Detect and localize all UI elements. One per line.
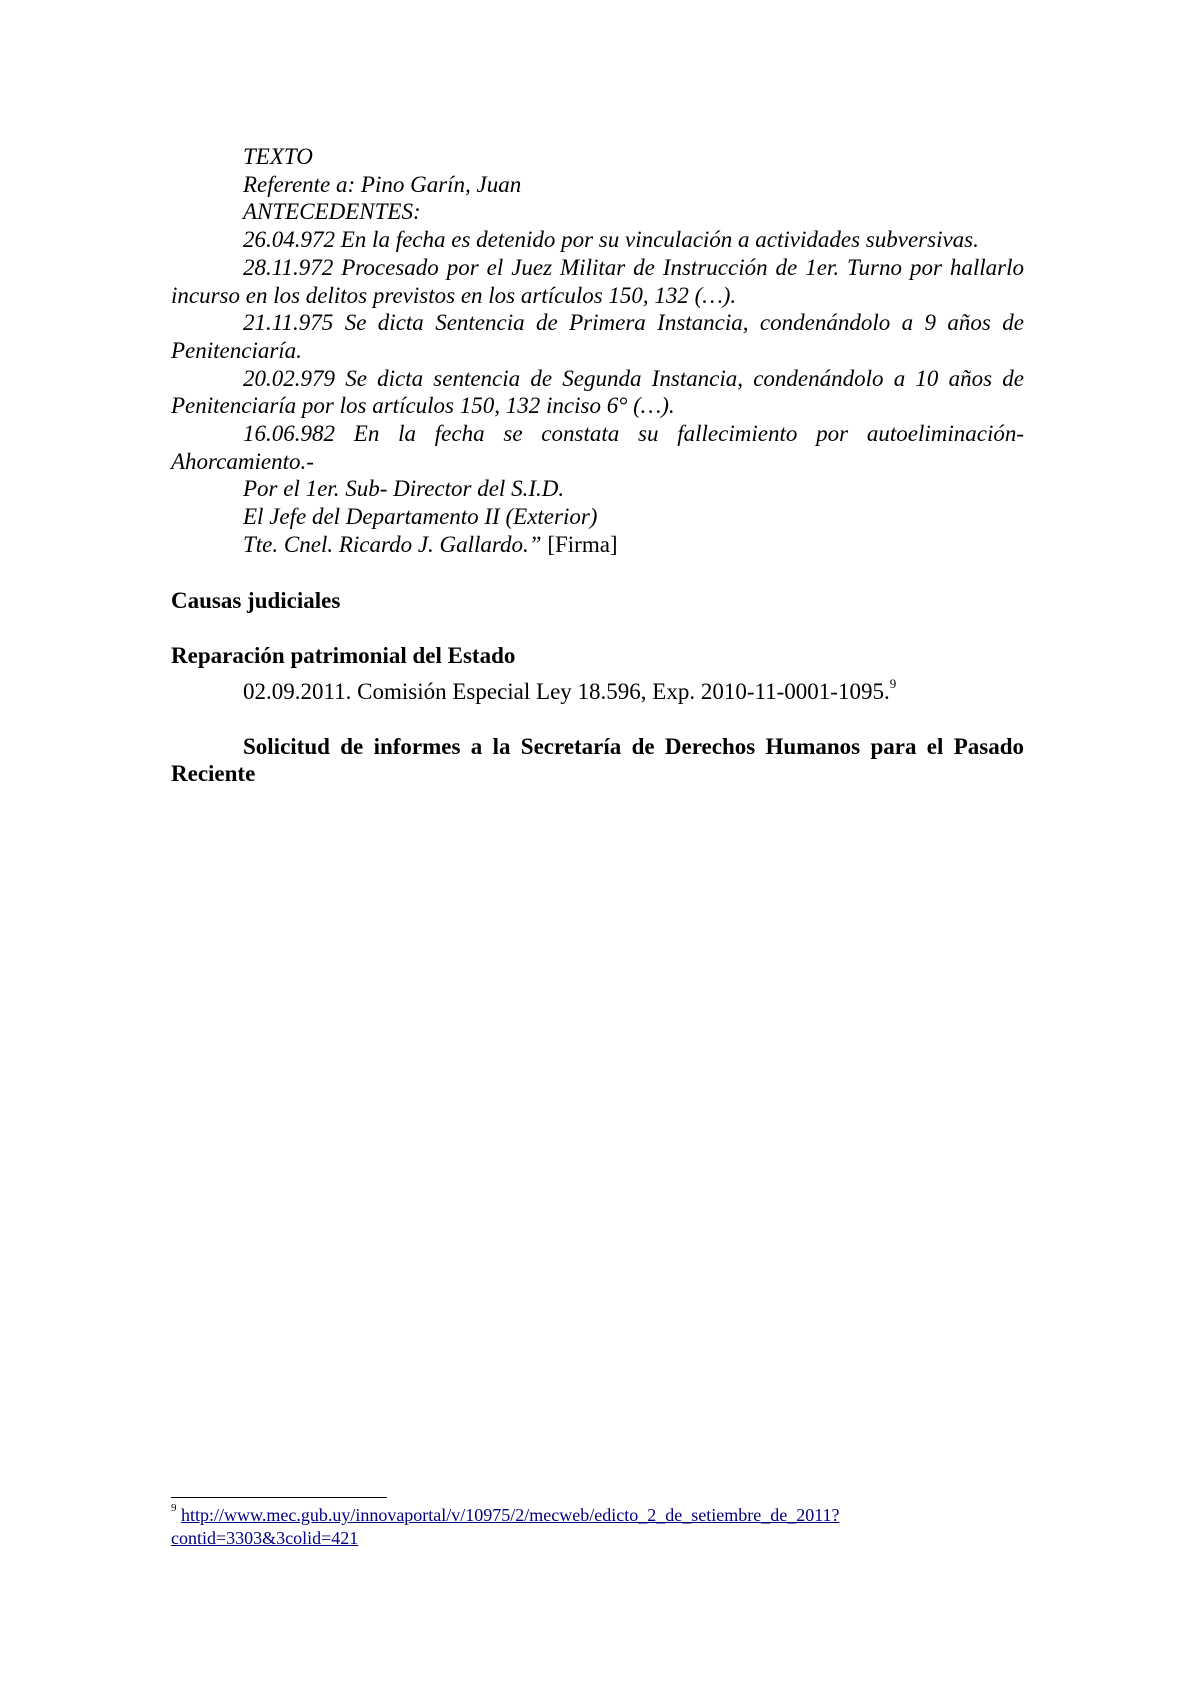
antecedente-entry-5: 16.06.982 En la fecha se constata su fallecimiento por autoeliminación- Ahorcamiento.-	[171, 421, 1024, 474]
quote-line-texto: TEXTO	[243, 144, 313, 169]
signature-line-1: Por el 1er. Sub- Director del S.I.D.	[243, 476, 565, 502]
quote-line-antecedentes: ANTECEDENTES:	[243, 199, 421, 225]
signature-name: Tte. Cnel. Ricardo J. Gallardo.”	[243, 531, 542, 557]
footnote-number: 9	[171, 1502, 177, 1514]
footnote-line-1	[171, 1504, 1031, 1527]
signature-line-3	[243, 531, 1024, 559]
reparacion-text	[243, 678, 1024, 706]
quote-line-referente: Referente a: Pino Garín, Juan	[243, 171, 522, 197]
footnote-line-2	[171, 1527, 1031, 1550]
antecedente-entry-2: 28.11.972 Procesado por el Juez Militar de Instrucción de 1er. Turno por hallarlo incurso en los delitos previstos en los artículos 150, 132 (…).	[171, 254, 1024, 308]
reparacion-line: 02.09.2011. Comisión Especial Ley 18.596, Exp. 2010-11-0001-1095.	[243, 678, 890, 704]
antecedente-entry-4: 20.02.979 Se dicta sentencia de Segunda Instancia, condenándolo a 10 años de Penitenciaría por los artículos 150, 132 inciso 6° (…).	[171, 365, 1024, 419]
antecedente-entry-3: 21.11.975 Se dicta Sentencia de Primera Instancia, condenándolo a 9 años de Penitenciaría.	[171, 310, 1024, 363]
signature-line-2: El Jefe del Departamento II (Exterior)	[243, 504, 598, 530]
footnote-divider	[171, 1497, 387, 1498]
main-text	[171, 143, 1024, 788]
heading-causas-judiciales: Causas judiciales	[171, 587, 341, 613]
firma-note: [Firma]	[541, 531, 618, 557]
heading-solicitud: Solicitud de informes a la Secretaría de Derechos Humanos para el Pasado Reciente	[171, 733, 1024, 787]
heading-reparacion: Reparación patrimonial del Estado	[171, 643, 516, 669]
footnote-link-part-1[interactable]: http://www.mec.gub.uy/innovaportal/v/10975/2/mecweb/edicto_2_de_setiembre_de_2011?	[181, 1505, 840, 1525]
antecedente-entry-1: 26.04.972 En la fecha es detenido por su vinculación a actividades subversivas.	[243, 227, 979, 253]
footnote-reference[interactable]: 9	[889, 676, 897, 692]
footnote	[171, 1504, 1031, 1550]
footnote-link-part-2[interactable]: contid=3303&3colid=421	[171, 1528, 359, 1548]
